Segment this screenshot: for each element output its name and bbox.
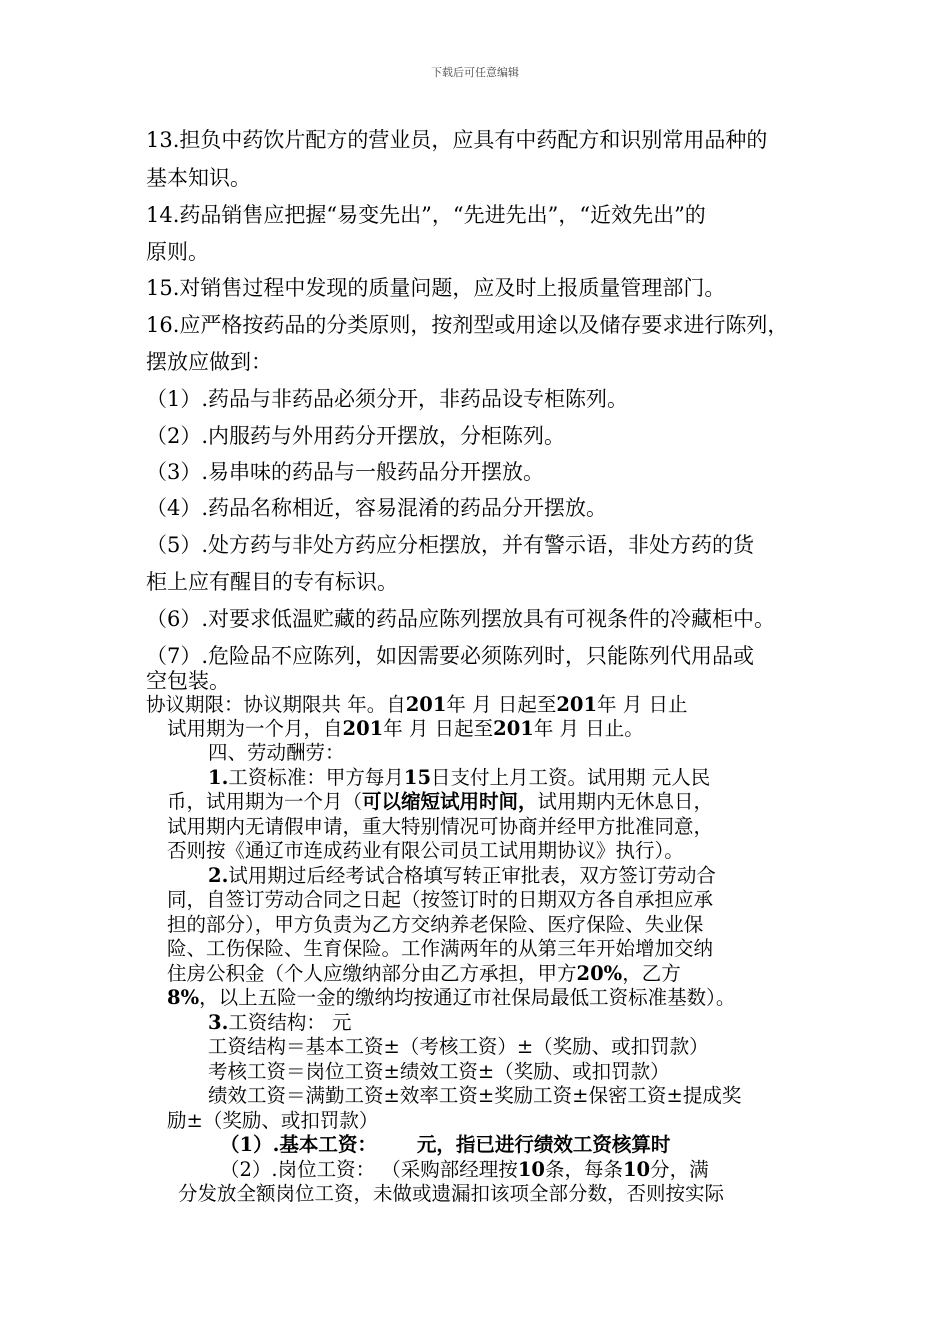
text-line: 14.药品销售应把握“易变先出”，“先进先出”，“近效先出”的 (146, 203, 706, 227)
text-line: 同，自签订劳动合同之日起（按签订时的日期双方各自承担应承 (167, 888, 714, 911)
formula-line: 考核工资＝岗位工资±绩效工资±（奖励、或扣罚款） (208, 1060, 670, 1083)
text-line: 8%，以上五险一金的缴纳均按通辽市社保局最低工资标准基数）。 (167, 986, 736, 1009)
text-line: 15.对销售过程中发现的质量问题，应及时上报质量管理部门。 (146, 276, 726, 300)
text-line: 2.试用期过后经考试合格填写转正审批表，双方签订劳动合 (208, 864, 716, 887)
text-line: 险、工伤保险、生育保险。工作满两年的从第三年开始增加交纳 (167, 937, 714, 960)
text-line: （2）.岗位工资： （采购部经理按10条，每条10分，满 (220, 1158, 709, 1181)
text-line: 住房公积金（个人应缴纳部分由乙方承担，甲方20%，乙方 (167, 962, 681, 985)
text-line: 基本知识。 (146, 166, 251, 190)
page-header: 下载后可任意编辑 (431, 66, 519, 79)
list-item: （6）.对要求低温贮藏的药品应陈列摆放具有可视条件的冷藏柜中。 (146, 607, 776, 631)
text-line: 担的部分），甲方负责为乙方交纳养老保险、医疗保险、失业保 (167, 913, 704, 936)
text-line: 16.应严格按药品的分类原则，按剂型或用途以及储存要求进行陈列， (146, 313, 789, 337)
list-item: （1）.药品与非药品必须分开，非药品设专柜陈列。 (146, 387, 629, 411)
text-line: 币，试用期为一个月（可以缩短试用时间，试用期内无休息日， (167, 790, 714, 813)
text-line: 摆放应做到： (146, 350, 272, 374)
text-line: 空包装。 (146, 669, 230, 693)
text-line: 否则按《通辽市连成药业有限公司员工试用期协议》执行）。 (167, 839, 684, 862)
text-line: 试用期内无请假申请，重大特别情况可协商并经甲方批准同意， (167, 815, 714, 838)
text-line: 柜上应有醒目的专有标识。 (146, 570, 398, 594)
list-item: （5）.处方药与非处方药应分柜摆放，并有警示语，非处方药的货 (146, 533, 755, 557)
text-line: （1）.基本工资： 元，指已进行绩效工资核算时 (220, 1133, 671, 1156)
text-line: 3.工资结构： 元 (208, 1011, 352, 1034)
probation-period-line: 试用期为一个月，自201年 月 日起至201年 月 日止。 (167, 717, 644, 740)
text-line: 原则。 (146, 240, 209, 264)
formula-line: 励±（奖励、或扣罚款） (167, 1109, 379, 1132)
list-item: （7）.危险品不应陈列，如因需要必须陈列时，只能陈列代用品或 (146, 644, 755, 668)
text-line: 分发放全额岗位工资，未做或遗漏扣该项全部分数，否则按实际 (178, 1182, 725, 1205)
text-line: 13.担负中药饮片配方的营业员，应具有中药配方和识别常用品种的 (146, 128, 768, 152)
text-line: 1.工资标准：甲方每月15日支付上月工资。试用期 元人民 (208, 766, 711, 789)
formula-line: 绩效工资＝满勤工资±效率工资±奖励工资±保密工资±提成奖 (208, 1084, 742, 1107)
list-item: （4）.药品名称相近，容易混淆的药品分开摆放。 (146, 496, 608, 520)
contract-term-line: 协议期限：协议期限共 年。自201年 月 日起至201年 月 日止 (146, 693, 688, 716)
section-heading: 四、劳动酬劳： (208, 741, 345, 764)
list-item: （3）.易串味的药品与一般药品分开摆放。 (146, 460, 545, 484)
list-item: （2）.内服药与外用药分开摆放，分柜陈列。 (146, 424, 566, 448)
formula-line: 工资结构＝基本工资±（考核工资）±（奖励、或扣罚款） (208, 1035, 709, 1058)
